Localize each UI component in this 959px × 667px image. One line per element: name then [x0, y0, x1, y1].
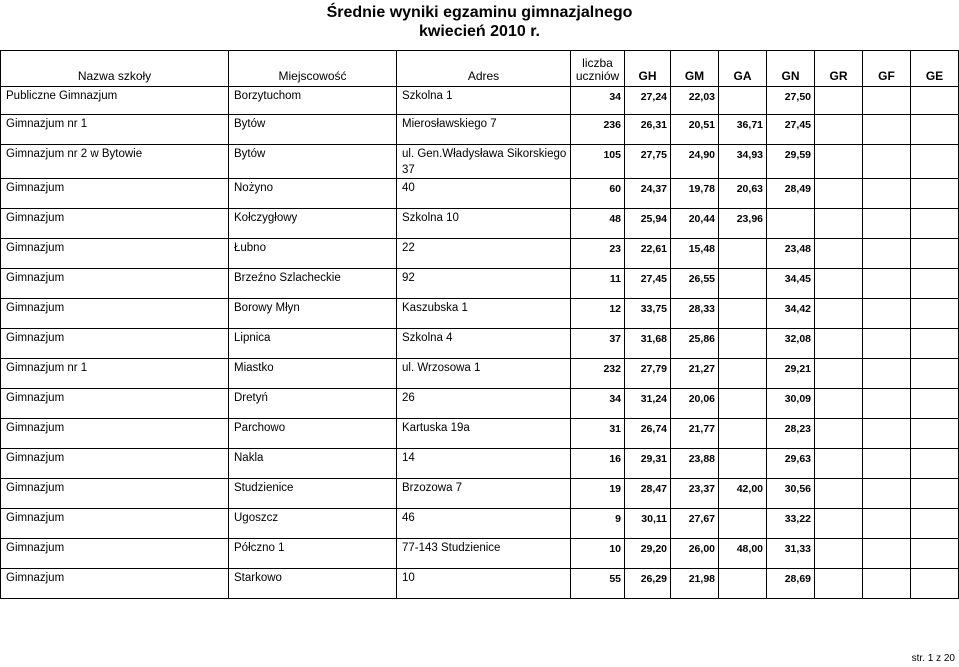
cell-address: Szkolna 10	[397, 209, 571, 239]
cell-gr	[815, 209, 863, 239]
cell-gr	[815, 359, 863, 389]
cell-gh: 29,20	[625, 539, 671, 569]
cell-gr	[815, 539, 863, 569]
cell-gn: 28,69	[767, 569, 815, 599]
table-row	[1, 115, 959, 145]
cell-city: Ugoszcz	[229, 509, 397, 539]
cell-city: Borzytuchom	[229, 87, 397, 115]
cell-gn: 29,21	[767, 359, 815, 389]
cell-ge	[911, 509, 959, 539]
cell-gr	[815, 329, 863, 359]
cell-ga	[719, 419, 767, 449]
cell-ge	[911, 239, 959, 269]
cell-gf	[863, 329, 911, 359]
cell-gh: 28,47	[625, 479, 671, 509]
cell-school-name: Gimnazjum	[1, 509, 229, 539]
cell-gn: 29,63	[767, 449, 815, 479]
cell-gh: 29,31	[625, 449, 671, 479]
table-row	[1, 359, 959, 389]
cell-city: Borowy Młyn	[229, 299, 397, 329]
cell-city: Półczno 1	[229, 539, 397, 569]
cell-gm: 21,98	[671, 569, 719, 599]
cell-city: Miastko	[229, 359, 397, 389]
cell-ga	[719, 329, 767, 359]
page-number: str. 1 z 20	[911, 653, 955, 664]
cell-gf	[863, 539, 911, 569]
cell-ga: 34,93	[719, 145, 767, 179]
cell-ga	[719, 269, 767, 299]
cell-gr	[815, 239, 863, 269]
cell-school-name: Gimnazjum	[1, 209, 229, 239]
cell-gh: 27,45	[625, 269, 671, 299]
cell-address: 92	[397, 269, 571, 299]
cell-student-count: 60	[571, 179, 625, 209]
cell-gr	[815, 269, 863, 299]
cell-gr	[815, 569, 863, 599]
cell-address: 77-143 Studzienice	[397, 539, 571, 569]
cell-gn: 33,22	[767, 509, 815, 539]
cell-address: 22	[397, 239, 571, 269]
cell-ga	[719, 509, 767, 539]
cell-gh: 33,75	[625, 299, 671, 329]
cell-city: Bytów	[229, 145, 397, 179]
cell-gf	[863, 209, 911, 239]
cell-student-count: 19	[571, 479, 625, 509]
cell-student-count: 48	[571, 209, 625, 239]
header-student-count: liczba uczniów	[571, 51, 625, 87]
cell-ge	[911, 209, 959, 239]
cell-gr	[815, 389, 863, 419]
report-title: Średnie wyniki egzaminu gimnazjalnego	[326, 4, 633, 21]
cell-ga	[719, 389, 767, 419]
cell-ga: 42,00	[719, 479, 767, 509]
cell-ge	[911, 419, 959, 449]
cell-gn: 34,45	[767, 269, 815, 299]
cell-address: Szkolna 4	[397, 329, 571, 359]
cell-gn: 30,09	[767, 389, 815, 419]
cell-student-count: 12	[571, 299, 625, 329]
cell-address: 10	[397, 569, 571, 599]
cell-ga: 20,63	[719, 179, 767, 209]
cell-school-name: Gimnazjum	[1, 329, 229, 359]
cell-gm: 26,55	[671, 269, 719, 299]
cell-school-name: Gimnazjum	[1, 419, 229, 449]
cell-ge	[911, 479, 959, 509]
cell-address: 40	[397, 179, 571, 209]
cell-school-name: Gimnazjum	[1, 539, 229, 569]
cell-address: Szkolna 1	[397, 87, 571, 115]
cell-ge	[911, 449, 959, 479]
cell-school-name: Gimnazjum	[1, 389, 229, 419]
table-row	[1, 449, 959, 479]
cell-gh: 31,24	[625, 389, 671, 419]
results-table	[0, 50, 959, 599]
cell-ga: 36,71	[719, 115, 767, 145]
header-ga: GA	[719, 51, 767, 87]
cell-ga	[719, 359, 767, 389]
cell-gm: 22,03	[671, 87, 719, 115]
cell-ge	[911, 87, 959, 115]
cell-gr	[815, 419, 863, 449]
cell-city: Parchowo	[229, 419, 397, 449]
header-school-name: Nazwa szkoły	[1, 51, 229, 87]
cell-ge	[911, 359, 959, 389]
cell-gm: 27,67	[671, 509, 719, 539]
cell-ga	[719, 87, 767, 115]
table-row	[1, 329, 959, 359]
cell-gn: 34,42	[767, 299, 815, 329]
cell-gf	[863, 145, 911, 179]
header-address: Adres	[397, 51, 571, 87]
cell-gn: 28,49	[767, 179, 815, 209]
cell-ge	[911, 115, 959, 145]
cell-ge	[911, 179, 959, 209]
cell-ge	[911, 269, 959, 299]
cell-student-count: 37	[571, 329, 625, 359]
cell-gm: 15,48	[671, 239, 719, 269]
cell-address: ul. Gen.Władysława Sikorskiego 37	[397, 145, 571, 179]
cell-gn: 32,08	[767, 329, 815, 359]
header-gn: GN	[767, 51, 815, 87]
cell-student-count: 9	[571, 509, 625, 539]
cell-gh: 27,79	[625, 359, 671, 389]
cell-school-name: Gimnazjum nr 1	[1, 115, 229, 145]
cell-city: Brzeźno Szlacheckie	[229, 269, 397, 299]
header-gm: GM	[671, 51, 719, 87]
cell-city: Dretyń	[229, 389, 397, 419]
cell-gf	[863, 449, 911, 479]
report-subtitle: kwiecień 2010 r.	[419, 23, 540, 40]
cell-student-count: 23	[571, 239, 625, 269]
cell-gh: 24,37	[625, 179, 671, 209]
cell-gm: 25,86	[671, 329, 719, 359]
cell-ga	[719, 299, 767, 329]
cell-school-name: Publiczne Gimnazjum	[1, 87, 229, 115]
cell-gm: 21,77	[671, 419, 719, 449]
cell-gh: 26,29	[625, 569, 671, 599]
cell-gm: 19,78	[671, 179, 719, 209]
cell-gh: 27,24	[625, 87, 671, 115]
table-row	[1, 179, 959, 209]
cell-gf	[863, 269, 911, 299]
cell-city: Bytów	[229, 115, 397, 145]
cell-gh: 26,31	[625, 115, 671, 145]
cell-gr	[815, 179, 863, 209]
header-row	[1, 51, 959, 87]
cell-student-count: 16	[571, 449, 625, 479]
cell-school-name: Gimnazjum	[1, 479, 229, 509]
cell-gr	[815, 145, 863, 179]
cell-student-count: 34	[571, 87, 625, 115]
cell-address: Brzozowa 7	[397, 479, 571, 509]
cell-school-name: Gimnazjum	[1, 179, 229, 209]
cell-student-count: 236	[571, 115, 625, 145]
cell-gf	[863, 87, 911, 115]
cell-gr	[815, 449, 863, 479]
header-ge: GE	[911, 51, 959, 87]
header-gf: GF	[863, 51, 911, 87]
cell-address: ul. Wrzosowa 1	[397, 359, 571, 389]
cell-ge	[911, 299, 959, 329]
cell-ge	[911, 569, 959, 599]
table-row	[1, 419, 959, 449]
table-row	[1, 539, 959, 569]
cell-gm: 20,06	[671, 389, 719, 419]
cell-gf	[863, 389, 911, 419]
cell-gf	[863, 479, 911, 509]
cell-gr	[815, 115, 863, 145]
cell-school-name: Gimnazjum	[1, 239, 229, 269]
cell-school-name: Gimnazjum	[1, 299, 229, 329]
cell-ga	[719, 239, 767, 269]
cell-ge	[911, 329, 959, 359]
cell-school-name: Gimnazjum nr 2 w Bytowie	[1, 145, 229, 179]
table-row	[1, 479, 959, 509]
cell-gn: 31,33	[767, 539, 815, 569]
cell-gm: 21,27	[671, 359, 719, 389]
table-row	[1, 569, 959, 599]
cell-city: Kołczygłowy	[229, 209, 397, 239]
cell-ga: 23,96	[719, 209, 767, 239]
cell-gf	[863, 179, 911, 209]
cell-city: Lipnica	[229, 329, 397, 359]
cell-city: Studzienice	[229, 479, 397, 509]
header-city: Miejscowość	[229, 51, 397, 87]
cell-school-name: Gimnazjum nr 1	[1, 359, 229, 389]
cell-gr	[815, 299, 863, 329]
table-row	[1, 389, 959, 419]
cell-gr	[815, 509, 863, 539]
cell-gf	[863, 359, 911, 389]
cell-city: Łubno	[229, 239, 397, 269]
cell-gr	[815, 87, 863, 115]
cell-gr	[815, 479, 863, 509]
cell-gm: 26,00	[671, 539, 719, 569]
cell-gh: 30,11	[625, 509, 671, 539]
cell-student-count: 232	[571, 359, 625, 389]
table-row	[1, 299, 959, 329]
cell-gm: 28,33	[671, 299, 719, 329]
cell-address: Kaszubska 1	[397, 299, 571, 329]
cell-ge	[911, 145, 959, 179]
cell-student-count: 55	[571, 569, 625, 599]
cell-gh: 31,68	[625, 329, 671, 359]
cell-gn: 27,45	[767, 115, 815, 145]
cell-gm: 20,44	[671, 209, 719, 239]
cell-gn: 30,56	[767, 479, 815, 509]
cell-student-count: 34	[571, 389, 625, 419]
cell-gf	[863, 419, 911, 449]
cell-gh: 25,94	[625, 209, 671, 239]
cell-gf	[863, 299, 911, 329]
cell-gn: 27,50	[767, 87, 815, 115]
table-row	[1, 87, 959, 115]
cell-student-count: 11	[571, 269, 625, 299]
cell-ga	[719, 449, 767, 479]
cell-gn: 29,59	[767, 145, 815, 179]
cell-ga: 48,00	[719, 539, 767, 569]
cell-gh: 22,61	[625, 239, 671, 269]
cell-gf	[863, 509, 911, 539]
cell-city: Nakla	[229, 449, 397, 479]
table-row	[1, 509, 959, 539]
cell-address: 14	[397, 449, 571, 479]
cell-gf	[863, 569, 911, 599]
cell-gh: 26,74	[625, 419, 671, 449]
header-gr: GR	[815, 51, 863, 87]
cell-address: Mierosławskiego 7	[397, 115, 571, 145]
table-row	[1, 239, 959, 269]
table-row	[1, 209, 959, 239]
cell-gn: 28,23	[767, 419, 815, 449]
cell-address: Kartuska 19a	[397, 419, 571, 449]
cell-gh: 27,75	[625, 145, 671, 179]
cell-city: Starkowo	[229, 569, 397, 599]
table-row	[1, 269, 959, 299]
cell-gm: 24,90	[671, 145, 719, 179]
cell-ge	[911, 539, 959, 569]
cell-city: Nożyno	[229, 179, 397, 209]
cell-ge	[911, 389, 959, 419]
cell-school-name: Gimnazjum	[1, 449, 229, 479]
table-row	[1, 145, 959, 179]
cell-gn	[767, 209, 815, 239]
cell-gm: 23,37	[671, 479, 719, 509]
cell-gm: 23,88	[671, 449, 719, 479]
cell-student-count: 105	[571, 145, 625, 179]
cell-student-count: 10	[571, 539, 625, 569]
cell-address: 46	[397, 509, 571, 539]
cell-gm: 20,51	[671, 115, 719, 145]
cell-school-name: Gimnazjum	[1, 269, 229, 299]
cell-address: 26	[397, 389, 571, 419]
cell-gf	[863, 239, 911, 269]
cell-gn: 23,48	[767, 239, 815, 269]
cell-student-count: 31	[571, 419, 625, 449]
cell-gf	[863, 115, 911, 145]
cell-school-name: Gimnazjum	[1, 569, 229, 599]
header-gh: GH	[625, 51, 671, 87]
cell-ga	[719, 569, 767, 599]
